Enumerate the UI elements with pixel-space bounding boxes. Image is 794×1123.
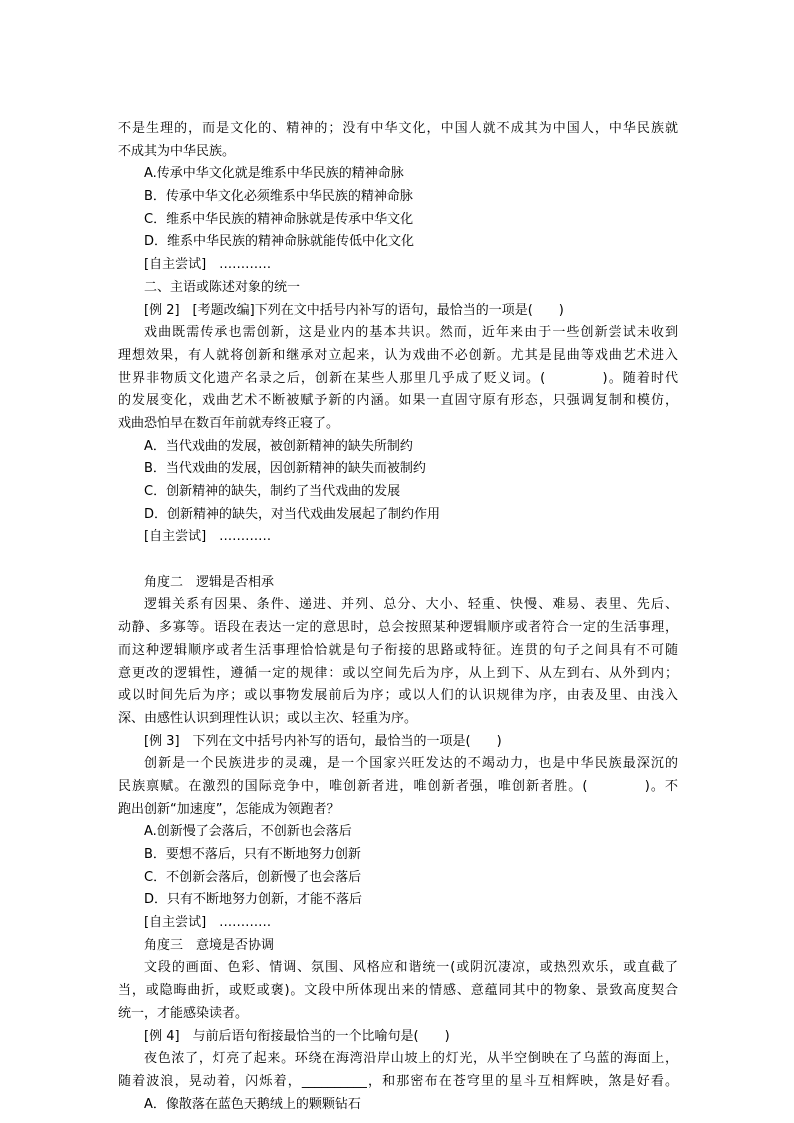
text-line: 夜色浓了，灯亮了起来。环绕在海湾沿岸山坡上的灯光，从半空倒映在了乌蓝的海面上，: [144, 1051, 678, 1067]
text-line: 不是生理的，而是文化的、精神的；没有中华文化，中国人就不成其为中国人，中华民族就: [118, 121, 678, 136]
text-line: D．维系中华民族的精神命脉就能传低中化文化: [144, 234, 415, 250]
text-line: 统一，才能感染读者。: [118, 1005, 249, 1021]
text-line: 理想效果，有人就将创新和继承对立起来，认为戏曲不必创新。尤其是昆曲等戏曲艺术进入: [118, 347, 678, 363]
blank-line: [118, 549, 678, 572]
text-line: 文段的画面、色彩、情调、氛围、风格应和谐统一(或阴沉凄凉，或热烈欢乐，或直截了: [144, 960, 678, 976]
text-line: [例 4] 与前后语句衔接最恰当的一个比喻句是( ): [144, 1028, 450, 1044]
text-line: A.传承中华文化就是维系中华民族的精神命脉: [144, 166, 404, 182]
text-line: B．传承中华文化必须维系中华民族的精神命脉: [144, 189, 413, 205]
text-line: C．创新精神的缺失，制约了当代戏曲的发展: [144, 484, 401, 499]
text-line: [自主尝试] …………: [144, 529, 272, 545]
text-line: 不成其为中华民族。: [118, 143, 236, 159]
text-line: 逻辑关系有因果、条件、递进、并列、总分、大小、轻重、快慢、难易、表里、先后、: [144, 597, 678, 613]
text-line: 创新是一个民族进步的灵魂，是一个国家兴旺发达的不竭动力，也是中华民族最深沉的: [144, 756, 678, 772]
text-line: 或以时间先后为序；或以事物发展前后为序；或以人们的认识规律为序，由表及里、由浅入: [118, 688, 678, 704]
text-line: 意更改的逻辑性，遵循一定的规律：或以空间先后为序，从上到下、从左到右、从外到内；: [118, 665, 678, 681]
text-line: 跑出创新“加速度”，怎能成为领跑者？: [118, 801, 340, 817]
text-line: 随着波浪，晃动着，闪烁着，__________，和那密布在苍穹里的星斗互相辉映，煞是好看。: [118, 1073, 678, 1089]
text-line: 角度二 逻辑是否相承: [144, 574, 275, 590]
text-line: 而这种逻辑顺序或者生活事理恰恰就是句子衔接的思路或特征。连贯的句子之间具有不可随: [118, 642, 678, 658]
text-line: 深、由感性认识到理性认识；或以主次、轻重为序。: [118, 710, 418, 726]
text-line: 民族禀赋。在激烈的国际竞争中，唯创新者进，唯创新者强，唯创新者胜。( )。不: [118, 778, 678, 794]
text-line: B．当代戏曲的发展，因创新精神的缺失而被制约: [144, 461, 426, 477]
text-line: [例 2] [考题改编]下列在文中括号内补写的语句，最恰当的一项是( ): [144, 302, 564, 318]
text-line: [自主尝试] …………: [144, 915, 272, 931]
text-line: [例 3] 下列在文中括号内补写的语句，最恰当的一项是( ): [144, 733, 502, 749]
text-line: D．创新精神的缺失，对当代戏曲发展起了制约作用: [144, 506, 441, 522]
text-line: [自主尝试] …………: [144, 257, 272, 273]
text-line: C．不创新会落后，创新慢了也会落后: [144, 869, 362, 885]
text-line: A.创新慢了会落后，不创新也会落后: [144, 824, 352, 840]
text-line: 戏曲既需传承也需创新，这是业内的基本共识。然而，近年来由于一些创新尝试未收到: [144, 325, 678, 341]
text-line: 角度三 意境是否协调: [144, 937, 275, 953]
text-line: C．维系中华民族的精神命脉就是传承中华文化: [144, 211, 414, 227]
text-line: A．像散落在蓝色天鹅绒上的颗颗钻石: [144, 1096, 361, 1112]
text-line: 戏曲恐怕早在数百年前就寿终正寝了。: [118, 415, 340, 431]
text-line: 当，或隐晦曲折，或贬或褒)。文段中所体现出来的情感、意蕴同其中的物象、景致高度契合: [118, 983, 678, 999]
text-line: B．要想不落后，只有不断地努力创新: [144, 847, 361, 862]
text-line: 二、主语或陈述对象的统一: [144, 279, 301, 295]
text-line: D．只有不断地努力创新，才能不落后: [144, 892, 363, 908]
text-line: 的发展变化，戏曲艺术不断被赋予新的内涵。如果一直固守原有形态，只强调复制和模仿，: [118, 393, 678, 409]
text-line: A．当代戏曲的发展，被创新精神的缺失所制约: [144, 438, 413, 454]
text-line: 动静、多寡等。语段在表达一定的意思时，总会按照某种逻辑顺序或者符合一定的生活事理，: [118, 620, 678, 636]
document-body: [118, 118, 678, 1116]
text-line: 世界非物质文化遗产名录之后，创新在某些人那里几乎成了贬义词。( )。随着时代: [118, 370, 678, 386]
